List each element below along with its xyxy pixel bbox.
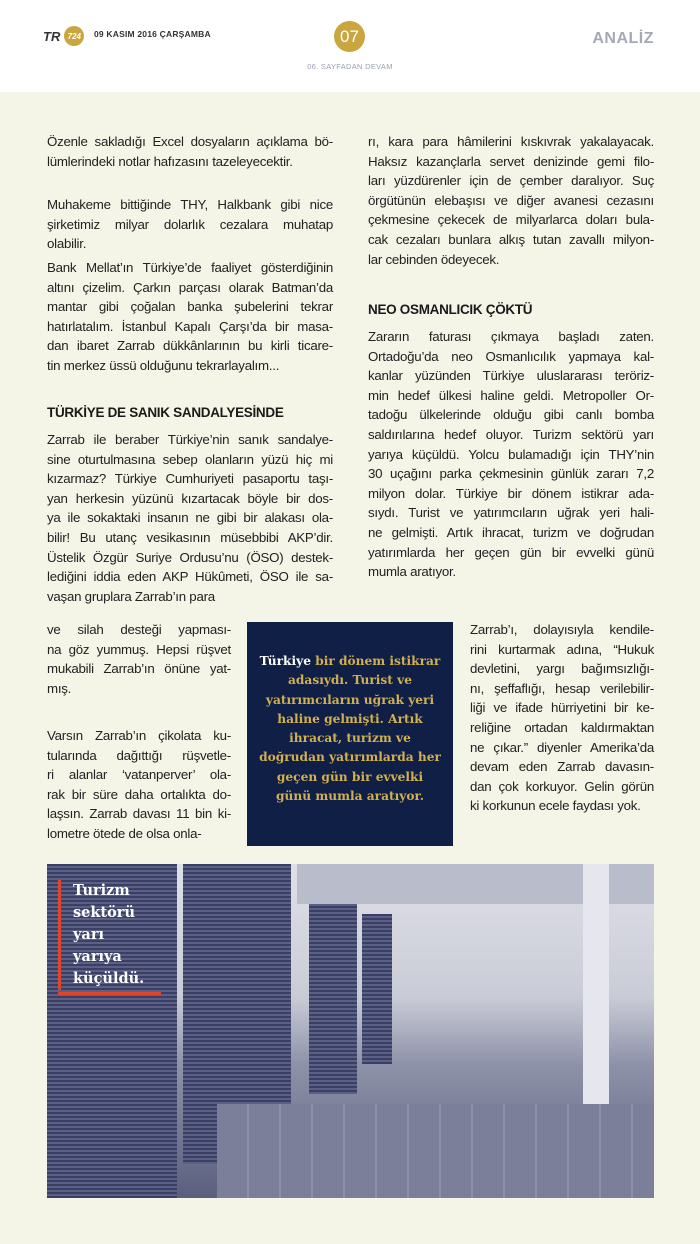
logo-text: TR (43, 28, 61, 44)
subheading: TÜRKİYE DE SANIK SANDALYESİNDE (47, 405, 284, 420)
pull-quote-text: bir dönem istikrar adasıydı. Turist ve yatırımcıların uğrak yeri haline gelmişti. Artık ihracat, turizm ve doğrudan yatırımlarda her geçen gün bir evvelki günü mumla aratıyor. (259, 654, 441, 804)
text-line: lümlerindeki notlar hafızasını tazeleyecektir. (47, 153, 293, 169)
text-line: ri alanlar ‘vatanperver’ ola- (47, 767, 231, 783)
text-line: Ortadoğu’da neo Osmanlıcılık yapmaya kal- (368, 348, 654, 364)
text-line: ne gelmişti. Artık ihracat, turizm ve doğrudan (368, 524, 654, 540)
text-line: Üstelik Özgür Suriye Ordusu’nu (ÖSO) destek- (47, 549, 333, 565)
text-line: 30 uçağını parka çekmesinin günlük zararı 7,2 (368, 466, 654, 482)
text-line: lar cebinden ödeyecek. (368, 251, 500, 267)
pull-quote (247, 622, 453, 846)
paragraph (47, 195, 333, 254)
text-line: na göz yummuş. Hepsi rüşvet (47, 641, 231, 657)
text-line: olabilir. (47, 236, 87, 252)
paragraph (368, 132, 654, 269)
text-line: Zarrab’ı, dolayısıyla kendile- (470, 622, 654, 637)
photo-caption (58, 880, 144, 990)
page-header (0, 0, 700, 92)
caption-underline (58, 992, 161, 995)
text-line: Zararın faturası çıkmaya başladı zaten. (368, 329, 654, 344)
paragraph (47, 258, 333, 376)
text-line: tadoğu ülkelerinde olduğu gibi canlı bomba (368, 407, 654, 423)
pull-quote-highlight: Türkiye (259, 654, 311, 668)
issue-date: 09 KASIM 2016 ÇARŞAMBA (94, 29, 211, 39)
caption-line: yarı (73, 926, 104, 943)
text-line: Haksız kazançlarla servet denizinde gemi filo- (368, 153, 654, 169)
text-line: kızarmaz? Türkiye Cumhuriyeti pasaportu taşı- (47, 471, 333, 487)
caption-line: Turizm (73, 882, 130, 899)
text-line: tularında dağıttığı rüşvetle- (47, 747, 231, 763)
text-line: Varsın Zarrab’ın çikolata ku- (47, 728, 231, 743)
paragraph (47, 726, 231, 844)
text-line: ları yüzdürenler için de çember daralıyor. Suç (368, 173, 654, 189)
text-line: ya ile sokaktaki insanın ne gibi bir alakası ola- (47, 510, 333, 526)
text-line: şirketimiz milyar dolarlık cezalara muhatap (47, 216, 333, 232)
text-line: altını çizelim. Çarkın parçası olarak Batman’da (47, 279, 333, 295)
floor (217, 1104, 654, 1198)
text-line: tin merkez üssü olduğunu tekrarlayalım... (47, 357, 280, 373)
text-line: yatırımlarda her geçen gün bir evvelki günü (368, 544, 654, 560)
text-line: liği ve ifade hürriyetini bir ke- (470, 700, 654, 716)
text-line: kanlar yüzünden Türkiye uluslararası teröriz- (368, 368, 654, 384)
text-line: devam eden Zarrab davasın- (470, 759, 654, 775)
text-line: rini kurtarmak adına, “Hukuk (470, 641, 654, 657)
shutter (362, 914, 392, 1064)
text-line: ve silah desteği yapması- (47, 622, 231, 637)
text-line: Özenle sakladığı Excel dosyaların açıklama bö- (47, 134, 333, 149)
text-line: nı, şeffaflığı, hesap verilebilir- (470, 680, 654, 696)
text-line: örgütünün elebaşısı ve diğer avanesi cezasını (368, 192, 654, 208)
text-line: mumla aratıyor. (368, 564, 456, 580)
text-line: reliğine ortadan kaldırmaktan (470, 719, 654, 735)
text-line: milyon dolar. Türkiye bir dönem istikrar ada- (368, 485, 654, 501)
caption-line: küçüldü. (73, 970, 145, 987)
caption-line: yarıya (73, 948, 122, 965)
subheading: NEO OSMANLICIK ÇÖKTÜ (368, 302, 533, 317)
text-line: yan herkesin yüzünü kızartacak böyle bir dos- (47, 490, 333, 506)
pillar (583, 864, 609, 1144)
text-line: çekmesine çekecek de milyarlarca doları bula- (368, 212, 654, 228)
paragraph (47, 430, 333, 606)
section-title: ANALİZ (592, 30, 654, 47)
continued-from: 06. SAYFADAN DEVAM (307, 62, 393, 71)
text-line: laşsın. Zarrab davası 11 bin ki- (47, 806, 231, 822)
page-number: 07 (334, 21, 365, 52)
text-line: saldırılarına hedef oluyor. Turizm sektörü yarı (368, 426, 654, 442)
paragraph (470, 620, 654, 816)
text-line: Bank Mellat’ın Türkiye’de faaliyet gösterdiğinin (47, 260, 333, 275)
shutter (309, 894, 357, 1094)
text-line: sıydı. Turist ve yatırımcıların uğrak yeri hali- (368, 505, 654, 521)
logo-badge: 724 (64, 26, 84, 46)
paragraph (47, 132, 333, 171)
text-line: sine oturtulmasına sebep olanların yüzü hiç mi (47, 451, 333, 467)
text-line: yarıya küçüldü. Yolcu bulamadığı için THY’nin (368, 446, 654, 462)
text-line: lediğini iddia eden AKP Hükûmeti, ÖSO ile sa- (47, 569, 333, 585)
text-line: Muhakeme bittiğinde THY, Halkbank gibi nice (47, 197, 333, 212)
text-line: cak cezaları bunlara alkış tutan zavallı milyon- (368, 231, 654, 247)
caption-line: sektörü (73, 904, 135, 921)
text-line: Zarrab ile beraber Türkiye’nin sanık sandalye- (47, 432, 333, 447)
paragraph (368, 327, 654, 582)
text-line: lometre ötede de olsa onla- (47, 825, 202, 841)
paragraph (47, 620, 231, 698)
text-line: rak bir süre daha ortalıkta do- (47, 786, 231, 802)
text-line: min hedef ülkesi haline geldi. Metropoller Or- (368, 387, 654, 403)
tr724-logo (43, 26, 84, 46)
text-line: ki korkunun ecele faydası yok. (470, 798, 641, 814)
text-line: ne çıkar.” diyenler Amerika’da (470, 739, 654, 755)
text-line: bilir! Bu utanç vesikasının müsebbibi AKP’dir. (47, 529, 333, 545)
text-line: dan ibaret Zarrab dükkânlarının bu kirli ticare- (47, 338, 333, 354)
text-line: vaşan gruplara Zarrab’ın para (47, 588, 215, 604)
text-line: mış. (47, 680, 72, 696)
text-line: devletini, yargı bağımsızlığı- (470, 661, 654, 677)
text-line: mukabili Zarrab’ın önüne yat- (47, 661, 231, 677)
text-line: hatırlatalım. İstanbul Kapalı Çarşı’da bir masa- (47, 318, 333, 334)
text-line: dan çok korkuyor. Gelin görün (470, 778, 654, 794)
text-line: rı, kara para hâmilerini kıskıvrak yakalayacak. (368, 134, 654, 149)
text-line: mantar gibi çoğalan banka şubelerini tekrar (47, 299, 333, 315)
